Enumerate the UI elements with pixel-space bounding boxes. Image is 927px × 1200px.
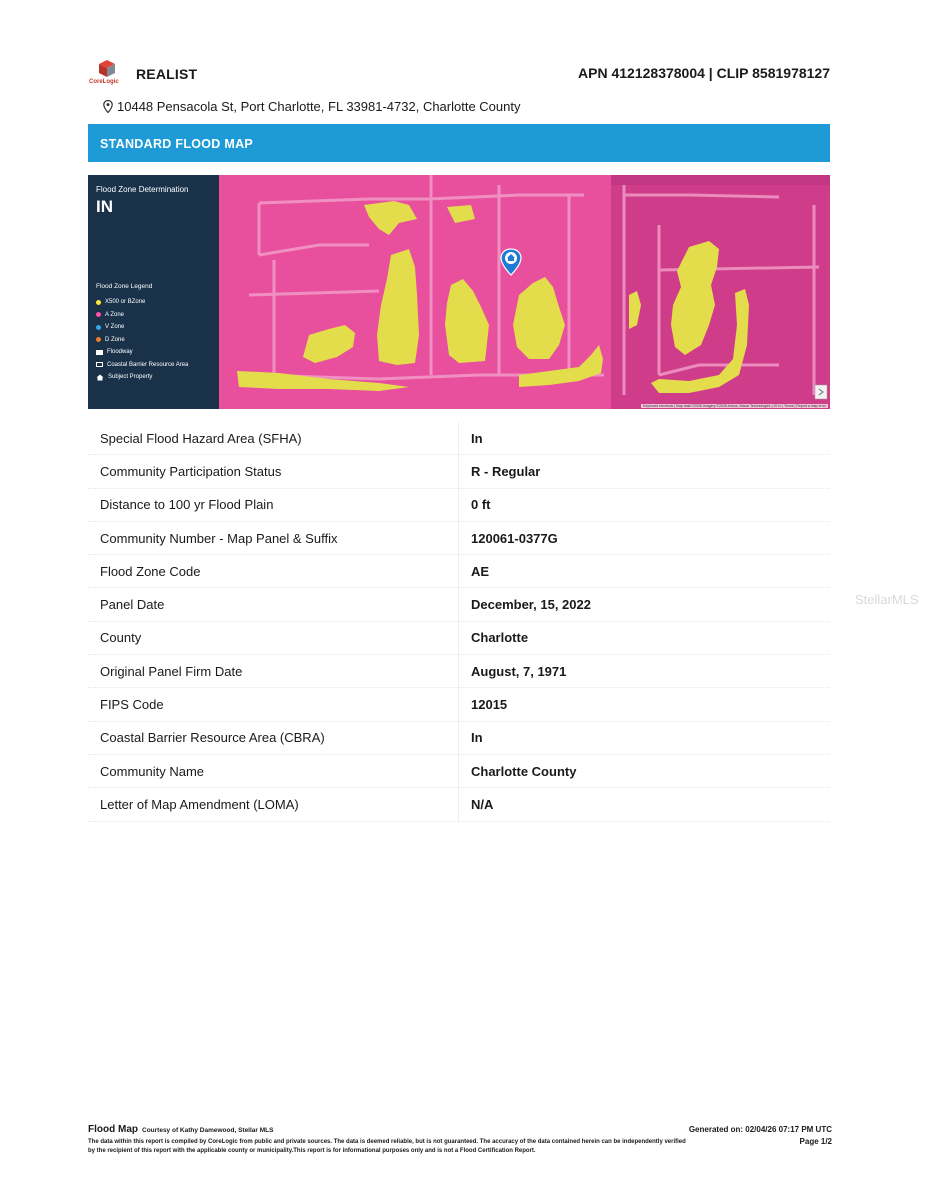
legend-item-v-zone: V Zone [96, 321, 188, 334]
section-bar [88, 124, 830, 162]
table-row [88, 621, 830, 654]
legend-item-a-zone: A Zone [96, 309, 188, 322]
row-label: Flood Zone Code [88, 555, 459, 588]
legend-list [96, 296, 188, 384]
map-legend-panel [88, 175, 219, 409]
footer-disclaimer: The data within this report is compiled by CoreLogic from public and private sources. The data is deemed reliable, but is not guaranteed. The accuracy of the data contained herein can be independently verified by the recipient of this report with the applicable county or municipality.This report is for informational purposes only and is not a Flood Certification Report. [88, 1139, 686, 1154]
row-label: County [88, 621, 459, 654]
generated-date: Generated on: 02/04/26 07:17 PM UTC [688, 1125, 832, 1134]
table-row [88, 455, 830, 488]
row-value: 12015 [471, 697, 508, 713]
legend-title: Flood Zone Legend [96, 283, 153, 290]
yellow-dot-icon [96, 300, 101, 305]
legend-item-floodway: Floodway [96, 346, 188, 359]
legend-item-cbra: Coastal Barrier Resource Area [96, 359, 188, 372]
table-row [88, 721, 830, 754]
row-value: R - Regular [471, 463, 541, 479]
footer-generated [689, 1124, 832, 1148]
floodway-swatch-icon [96, 350, 103, 355]
row-value: In [471, 430, 483, 446]
report-header [88, 58, 830, 92]
property-address [103, 99, 521, 114]
map-canvas[interactable] [219, 175, 830, 409]
map-attribution: Keyboard shortcuts | Map data ©2026 Imagery ©2026 Airbus, Maxar Technologies | 20 m | Terms | Report a map error [643, 404, 826, 408]
footer-courtesy: Courtesy of Kathy Damewood, Stellar MLS [142, 1127, 274, 1134]
blue-dot-icon [96, 325, 101, 330]
row-label: Community Name [88, 754, 459, 787]
footer-title: Flood Map Courtesy of Kathy Damewood, Stellar MLS [88, 1124, 274, 1135]
row-value: August, 7, 1971 [471, 663, 567, 679]
cbra-swatch-icon [96, 362, 103, 367]
row-label: Special Flood Hazard Area (SFHA) [88, 422, 459, 455]
row-value: 0 ft [471, 497, 491, 513]
legend-item-d-zone: D Zone [96, 334, 188, 347]
section-title: STANDARD FLOOD MAP [100, 137, 254, 151]
row-label: Letter of Map Amendment (LOMA) [88, 788, 459, 821]
row-label: Community Number - Map Panel & Suffix [88, 521, 459, 554]
table-row [88, 655, 830, 688]
map-svg [219, 175, 830, 409]
table-row [88, 422, 830, 455]
corelogic-cube-icon [88, 58, 126, 80]
row-label: Panel Date [88, 588, 459, 621]
table-row [88, 521, 830, 554]
pink-dot-icon [96, 312, 101, 317]
row-value: 120061-0377G [471, 530, 558, 546]
table-row [88, 488, 830, 521]
row-label: Coastal Barrier Resource Area (CBRA) [88, 721, 459, 754]
map-toggle-button[interactable] [815, 385, 827, 399]
brand-name: REALIST [136, 66, 198, 82]
flood-map [88, 175, 830, 409]
legend-item-subject: Subject Property [96, 371, 188, 384]
row-label: Community Participation Status [88, 455, 459, 488]
row-value: December, 15, 2022 [471, 597, 591, 613]
watermark: StellarMLS [855, 592, 919, 607]
table-row [88, 754, 830, 787]
flood-zone-value: IN [96, 197, 113, 216]
table-row [88, 555, 830, 588]
location-pin-icon [103, 100, 113, 113]
address-text: 10448 Pensacola St, Port Charlotte, FL 33981-4732, Charlotte County [117, 99, 521, 114]
legend-item-x500: X500 or BZone [96, 296, 188, 309]
row-label: Distance to 100 yr Flood Plain [88, 488, 459, 521]
row-value: Charlotte [471, 630, 529, 646]
row-value: N/A [471, 796, 494, 812]
apn-clip: APN 412128378004 | CLIP 8581978127 [578, 65, 830, 81]
row-label: Original Panel Firm Date [88, 655, 459, 688]
row-value: AE [471, 563, 490, 579]
flood-details-table [88, 422, 830, 822]
house-icon [96, 374, 104, 381]
row-value: Charlotte County [471, 763, 577, 779]
table-row [88, 788, 830, 821]
corelogic-logo [88, 58, 126, 88]
table-row [88, 688, 830, 721]
page-number: Page 1/2 [799, 1137, 832, 1146]
orange-dot-icon [96, 337, 101, 342]
logo-text: CoreLogic [89, 79, 119, 85]
flood-zone-label: Flood Zone Determination [96, 185, 189, 194]
table-row [88, 588, 830, 621]
row-label: FIPS Code [88, 688, 459, 721]
row-value: In [471, 730, 483, 746]
